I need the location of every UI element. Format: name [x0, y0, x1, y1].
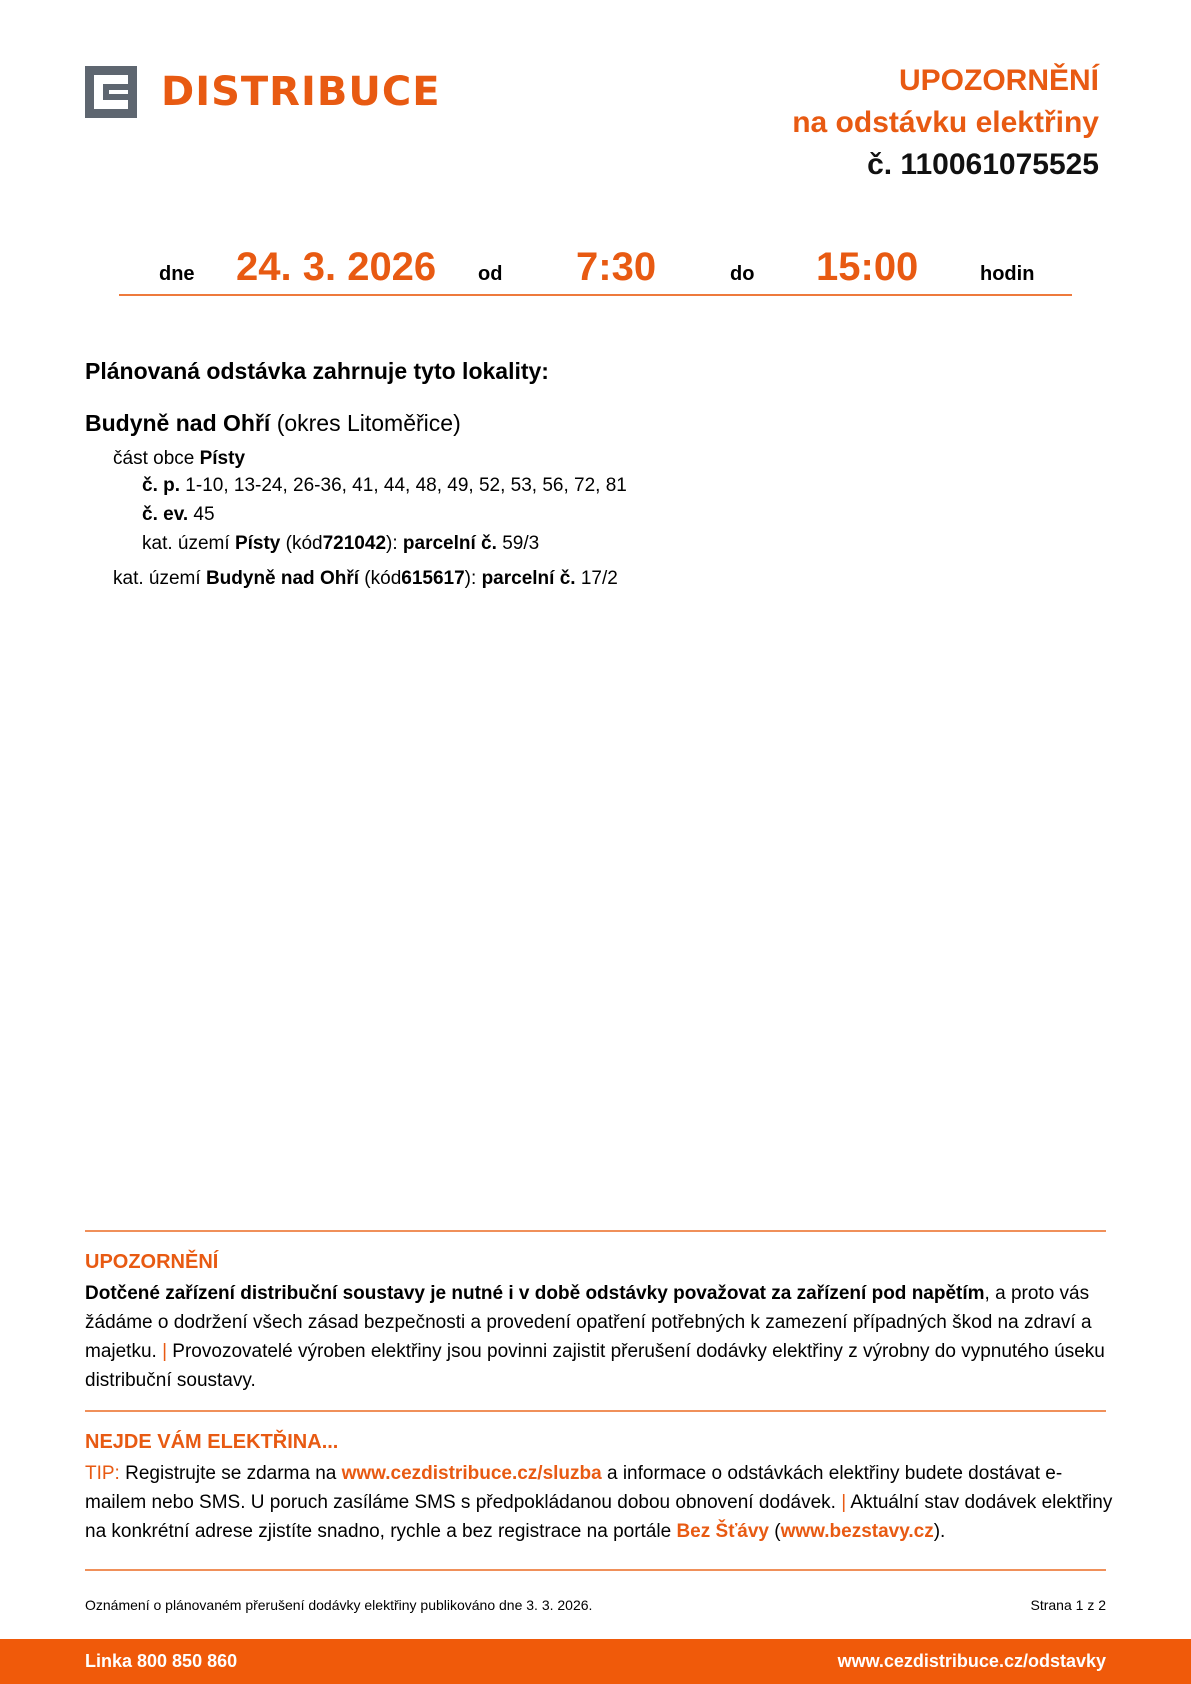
hotline: Linka 800 850 860	[85, 1651, 238, 1671]
municipality	[85, 410, 461, 437]
district: (okres Litoměřice)	[276, 410, 461, 436]
to-label: do	[730, 263, 755, 285]
outage-schedule	[119, 240, 1072, 296]
warning-text: Dotčené zařízení distribuční soustavy je nutné i v době odstávky považovat za zařízení pod napětím, a proto vás žádáme o dodržení všech zásad bezpečnosti a provedení opatření potřebných k zamezení případných škod na zdraví a majetku. | Provozovatelé výroben elektřiny jsou povinni zajistit přerušení dodávky elektřiny z výrobny do vypnutého úseku distribuční soustavy.	[85, 1283, 1105, 1391]
outage-date: 24. 3. 2026	[236, 245, 437, 289]
cadastre-budyne: kat. území Budyně nad Ohří (kód615617): parcelní č. 17/2	[113, 568, 618, 589]
date-label: dne	[159, 263, 195, 285]
tip-text: TIP: Registrujte se zdarma na www.cezdistribuce.cz/sluzba a informace o odstávkách elektřiny budete dostávat e-mailem nebo SMS. U poruch zasíláme SMS s předpokládanou dobou obnovení dodávek. | Aktuální stav dodávek elektřiny na konkrétní adrese zjistíte snadno, rychle a bez registrace na portále Bez Šťávy (www.bezstavy.cz).	[85, 1463, 1113, 1542]
divider	[85, 1569, 1106, 1571]
hours-label: hodin	[980, 263, 1035, 285]
cadastre-pisty: kat. území Písty (kód721042): parcelní č. 59/3	[142, 533, 540, 554]
end-time: 15:00	[816, 245, 919, 289]
notice-subtitle: na odstávku elektřiny	[792, 106, 1099, 139]
notice-number: č. 110061075525	[867, 148, 1099, 181]
divider	[85, 1230, 1106, 1232]
logo-text: DISTRIBUCE	[161, 69, 441, 115]
bez-stavy-link[interactable]: Bez Šťávy	[676, 1521, 769, 1542]
published-note: Oznámení o plánovaném přerušení dodávky elektřiny publikováno dne 3. 3. 2026.	[85, 1597, 593, 1613]
notice-title: UPOZORNĚNÍ	[898, 64, 1099, 97]
cez-logo-icon	[85, 66, 137, 118]
municipality-part: část obce Písty	[113, 448, 246, 469]
footer-bar	[0, 1639, 1191, 1684]
registration-numbers: č. ev. 45	[142, 504, 215, 525]
start-time: 7:30	[576, 245, 657, 289]
warning-title: UPOZORNĚNÍ	[85, 1251, 219, 1273]
notice-title-block	[792, 60, 1099, 186]
part-name: Písty	[199, 448, 246, 469]
company-logo	[85, 66, 441, 118]
outages-website-link[interactable]: www.cezdistribuce.cz/odstavky	[837, 1651, 1106, 1671]
house-numbers: č. p. 1-10, 13-24, 26-36, 41, 44, 48, 49, 52, 53, 56, 72, 81	[142, 475, 627, 496]
bezstavy-url-link[interactable]: www.bezstavy.cz	[780, 1521, 934, 1542]
tip-title: NEJDE VÁM ELEKTŘINA...	[85, 1431, 339, 1453]
page-number: Strana 1 z 2	[1030, 1597, 1106, 1613]
service-link[interactable]: www.cezdistribuce.cz/sluzba	[341, 1463, 602, 1484]
municipality-name: Budyně nad Ohří	[85, 410, 271, 436]
divider	[85, 1410, 1106, 1412]
localities-heading: Plánovaná odstávka zahrnuje tyto lokality:	[85, 358, 549, 384]
from-label: od	[478, 263, 503, 285]
